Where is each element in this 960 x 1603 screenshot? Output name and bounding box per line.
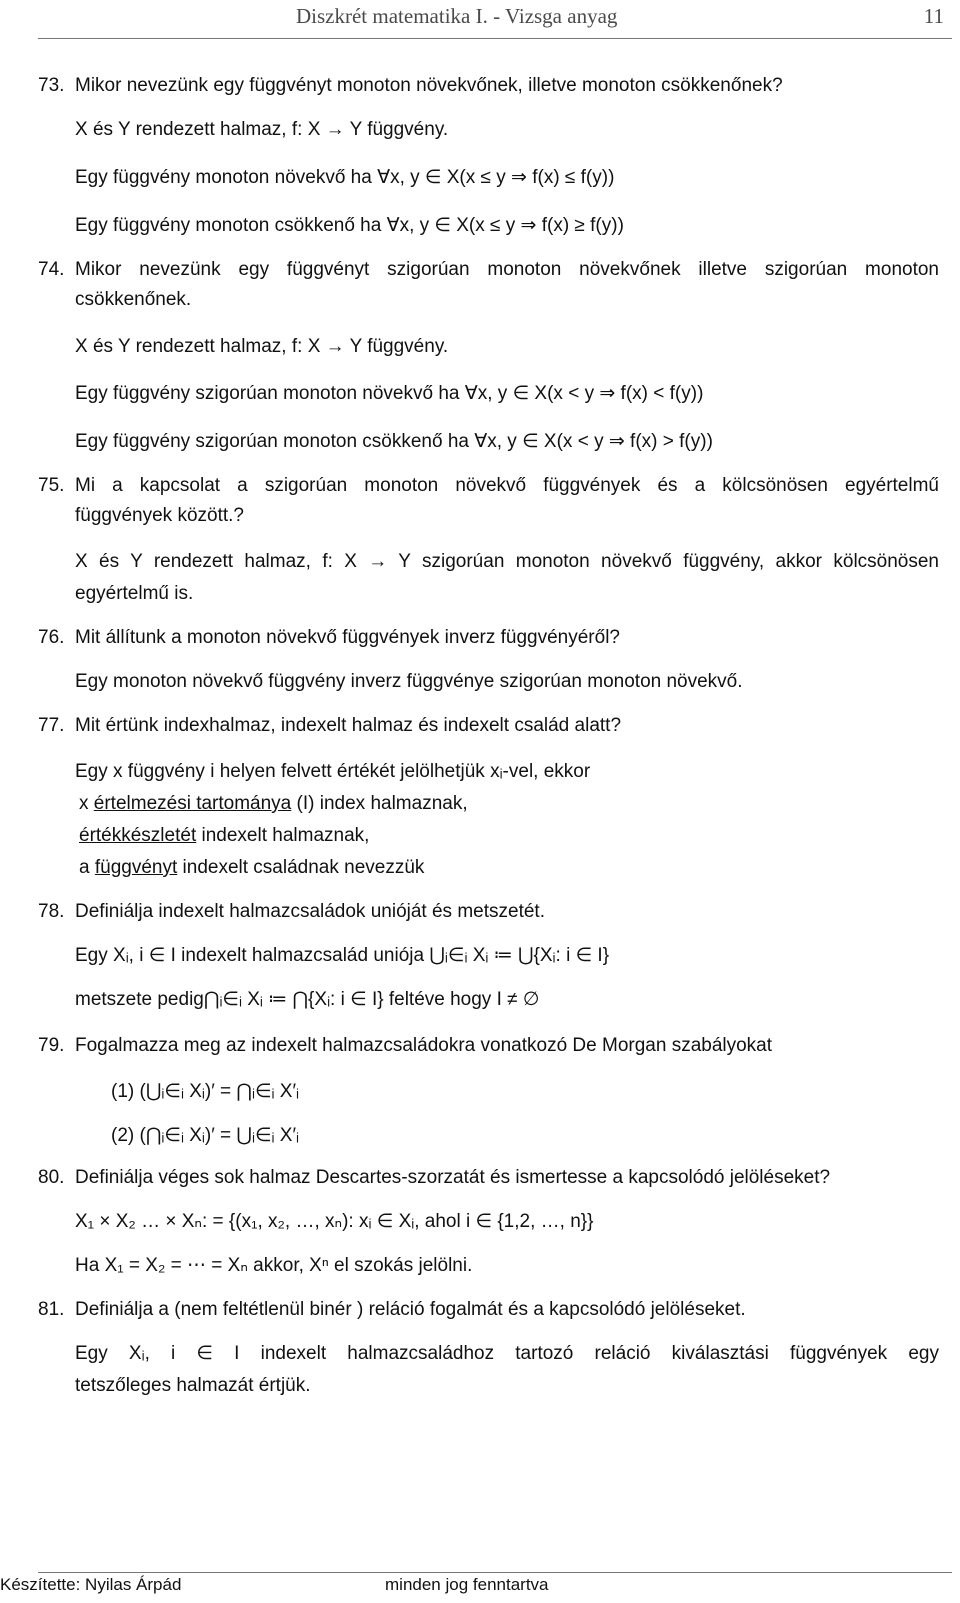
answer-74-line-1: X és Y rendezett halmaz, f: X → Y függvény. [75,336,449,357]
question-81: Definiálja a (nem feltétlenül binér ) reláció fogalmát és a kapcsolódó jelöléseket. [75,1299,746,1320]
answer-78-line-1: Egy Xᵢ, i ∈ I indexelt halmazcsalád uniója ⋃ᵢ∈ᵢ Xᵢ ≔ ⋃{Xᵢ: i ∈ I} [75,945,610,966]
answer-77-line-2 [79,790,468,818]
answer-74-line-2: Egy függvény szigorúan monoton növekvő ha ∀x, y ∈ X(x < y ⇒ f(x) < f(y)) [75,383,704,404]
question-75-line-1: Mi a kapcsolat a szigorúan monoton növekvő függvények és a kölcsönösen egyértelmű [75,475,939,496]
answer-73-line-3: Egy függvény monoton csökkenő ha ∀x, y ∈ X(x ≤ y ⇒ f(x) ≥ f(y)) [75,215,624,236]
question-number: 77. [38,715,65,736]
question-number: 74. [38,259,65,280]
question-number: 81. [38,1299,65,1320]
question-79: Fogalmazza meg az indexelt halmazcsaládokra vonatkozó De Morgan szabályokat [75,1035,773,1056]
header-divider [38,38,952,39]
underlined-term: függvényt [94,857,178,878]
answer-77-line-1: Egy x függvény i helyen felvett értékét jelölhetjük xᵢ-vel, ekkor [75,761,591,782]
text: (I) index halmaznak, [291,793,468,814]
footer-divider [38,1572,952,1573]
question-number: 75. [38,475,65,496]
answer-80-line-2: Ha X₁ = X₂ = ⋯ = Xₙ akkor, Xⁿ el szokás jelölni. [75,1255,473,1276]
footer-rights: minden jog fenntartva [385,1575,549,1594]
question-number: 79. [38,1035,65,1056]
page-number: 11 [923,4,944,28]
answer-80-line-1: X₁ × X₂ … × Xₙ: = {(x₁, x₂, …, xₙ): xᵢ ∈ Xᵢ, ahol i ∈ {1,2, …, n}} [75,1211,594,1232]
question-76: Mit állítunk a monoton növekvő függvények inverz függvényéről? [75,627,620,648]
question-73: Mikor nevezünk egy függvényt monoton növekvőnek, illetve monoton csökkenőnek? [75,75,783,96]
answer-76: Egy monoton növekvő függvény inverz függvénye szigorúan monoton növekvő. [75,671,743,692]
question-75-line-2: függvények között.? [75,505,244,526]
answer-78-line-2: metszete pedig⋂ᵢ∈ᵢ Xᵢ ≔ ⋂{Xᵢ: i ∈ I} feltéve hogy I ≠ ∅ [75,989,540,1010]
question-74-line-2: csökkenőnek. [75,289,192,310]
de-morgan-rule-1: (1) (⋃ᵢ∈ᵢ Xᵢ)′ = ⋂ᵢ∈ᵢ X′ᵢ [111,1081,300,1102]
question-77: Mit értünk indexhalmaz, indexelt halmaz és indexelt család alatt? [75,715,622,736]
question-number: 78. [38,901,65,922]
answer-75-line-1: X és Y rendezett halmaz, f: X → Y szigorúan monoton növekvő függvény, akkor kölcsönösen [75,551,939,572]
text: a [79,857,95,878]
footer-author: Készítette: Nyilas Árpád [0,1575,182,1594]
answer-77-line-4 [79,854,424,882]
text: x [79,793,94,814]
answer-74-line-3: Egy függvény szigorúan monoton csökkenő ha ∀x, y ∈ X(x < y ⇒ f(x) > f(y)) [75,431,713,452]
question-number: 76. [38,627,65,648]
question-74-line-1: Mikor nevezünk egy függvényt szigorúan monoton növekvőnek illetve szigorúan monoton [75,259,939,280]
header-title: Diszkrét matematika I. - Vizsga anyag [296,4,618,28]
answer-77-line-3 [79,822,369,850]
answer-73-line-2: Egy függvény monoton növekvő ha ∀x, y ∈ X(x ≤ y ⇒ f(x) ≤ f(y)) [75,167,615,188]
answer-81-line-2: tetszőleges halmazát értjük. [75,1375,311,1396]
answer-75-line-2: egyértelmű is. [75,583,194,604]
question-78: Definiálja indexelt halmazcsaládok unióját és metszetét. [75,901,545,922]
text: indexelt halmaznak, [196,825,370,846]
question-number: 73. [38,75,65,96]
question-number: 80. [38,1167,65,1188]
text: indexelt családnak nevezzük [177,857,425,878]
question-80: Definiálja véges sok halmaz Descartes-szorzatát és ismertesse a kapcsolódó jelöléseket? [75,1167,831,1188]
de-morgan-rule-2: (2) (⋂ᵢ∈ᵢ Xᵢ)′ = ⋃ᵢ∈ᵢ X′ᵢ [111,1125,300,1146]
underlined-term: értékkészletét [79,825,197,846]
underlined-term: értelmezési tartománya [93,793,292,814]
answer-73-line-1: X és Y rendezett halmaz, f: X → Y függvény. [75,119,449,140]
answer-81-line-1: Egy Xᵢ, i ∈ I indexelt halmazcsaládhoz tartozó reláció kiválasztási függvények egy [75,1343,939,1364]
